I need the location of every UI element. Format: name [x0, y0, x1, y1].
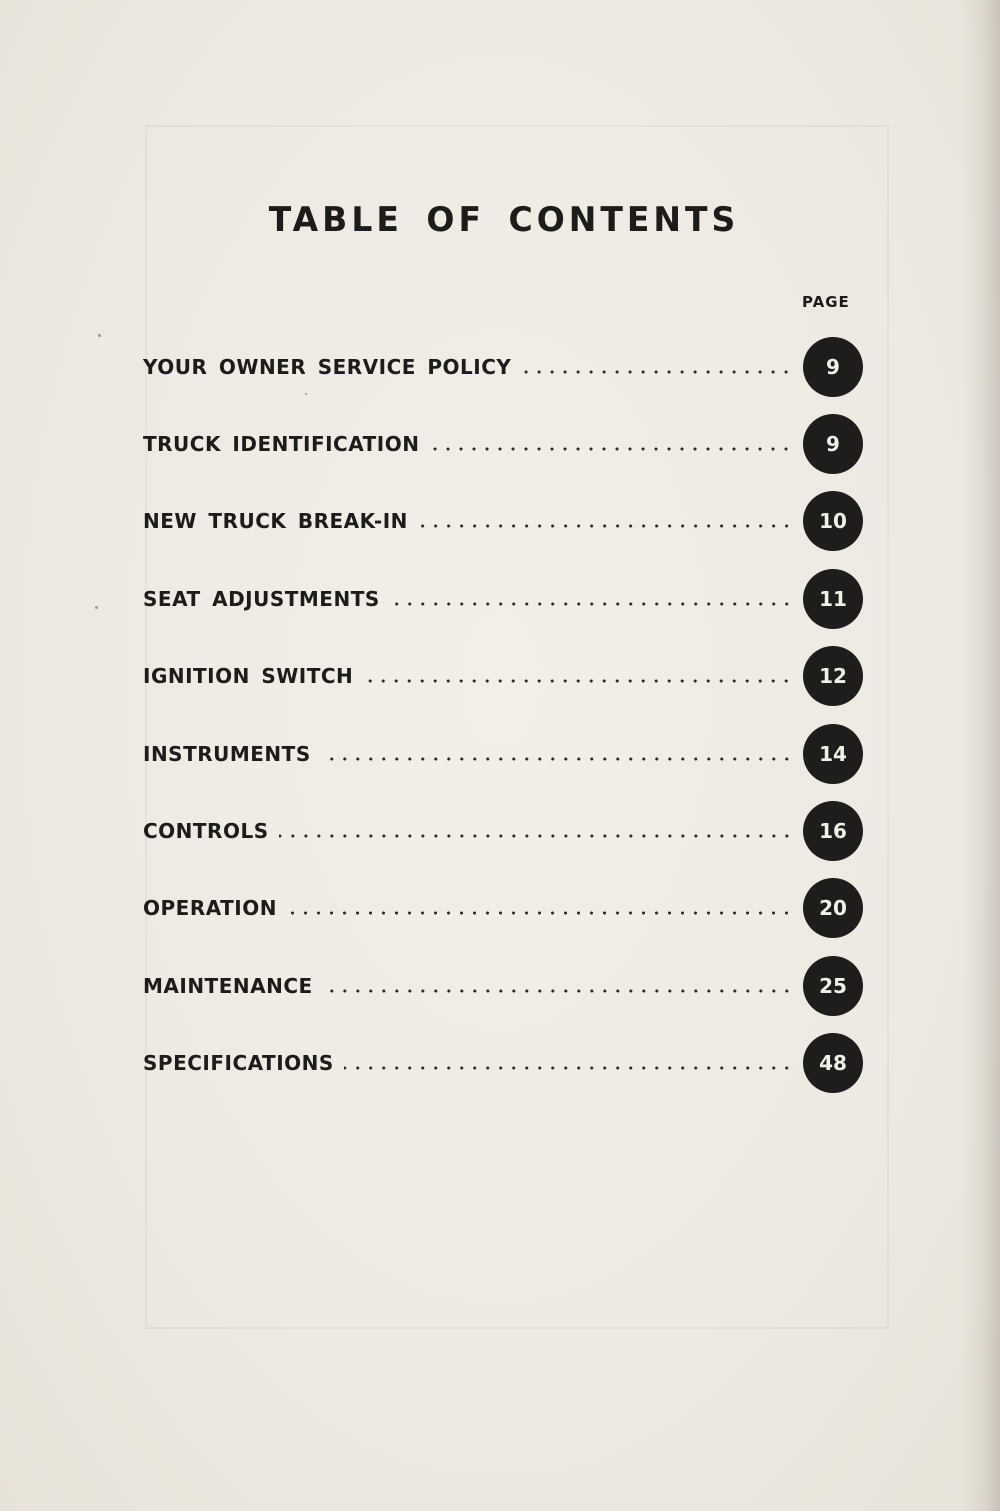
- dot-leader: [429, 447, 793, 451]
- toc-entry-label: TRUCK IDENTIFICATION: [143, 432, 420, 457]
- dot-leader: [321, 757, 793, 761]
- paper-speck: [98, 334, 101, 337]
- dot-leader: [344, 1066, 793, 1070]
- toc-entry-label: INSTRUMENTS: [143, 741, 311, 766]
- toc-entry: [143, 947, 863, 1024]
- page-number-badge: 10: [803, 491, 863, 551]
- toc-entry: [143, 560, 863, 637]
- dot-leader: [279, 834, 793, 838]
- page-title: TABLE OF CONTENTS: [268, 199, 740, 240]
- toc-entry-label: NEW TRUCK BREAK-IN: [143, 509, 408, 534]
- page-number-badge: 20: [803, 878, 863, 938]
- dot-leader: [521, 370, 793, 374]
- toc-entry-label: MAINTENANCE: [143, 973, 313, 998]
- dot-leader: [418, 524, 793, 528]
- toc-entry-label: SEAT ADJUSTMENTS: [143, 586, 380, 611]
- toc-entry: [143, 1025, 863, 1102]
- toc-entry-label: IGNITION SWITCH: [143, 664, 354, 689]
- toc-entry: [143, 715, 863, 792]
- page-number-badge: 25: [803, 956, 863, 1016]
- toc-entry: [143, 870, 863, 947]
- toc-entry: [143, 405, 863, 482]
- page-number-badge: 11: [803, 569, 863, 629]
- table-of-contents: [143, 328, 863, 1102]
- toc-entry: [143, 792, 863, 869]
- page-number-badge: 9: [803, 414, 863, 474]
- page-number-badge: 9: [803, 337, 863, 397]
- page-number-badge: 16: [803, 801, 863, 861]
- page-number-badge: 12: [803, 646, 863, 706]
- dot-leader: [323, 989, 793, 993]
- toc-entry-label: SPECIFICATIONS: [143, 1051, 334, 1076]
- toc-entry-label: CONTROLS: [143, 819, 269, 844]
- paper-speck: [95, 606, 98, 609]
- page-number-badge: 48: [803, 1033, 863, 1093]
- toc-entry-label: YOUR OWNER SERVICE POLICY: [143, 354, 512, 379]
- page-column-heading: PAGE: [802, 293, 850, 311]
- dot-leader: [363, 679, 793, 683]
- dot-leader: [287, 911, 793, 915]
- toc-entry: [143, 483, 863, 560]
- toc-entry: [143, 638, 863, 715]
- toc-entry-label: OPERATION: [143, 896, 277, 921]
- toc-entry: [143, 328, 863, 405]
- page-number-badge: 14: [803, 724, 863, 784]
- dot-leader: [390, 602, 793, 606]
